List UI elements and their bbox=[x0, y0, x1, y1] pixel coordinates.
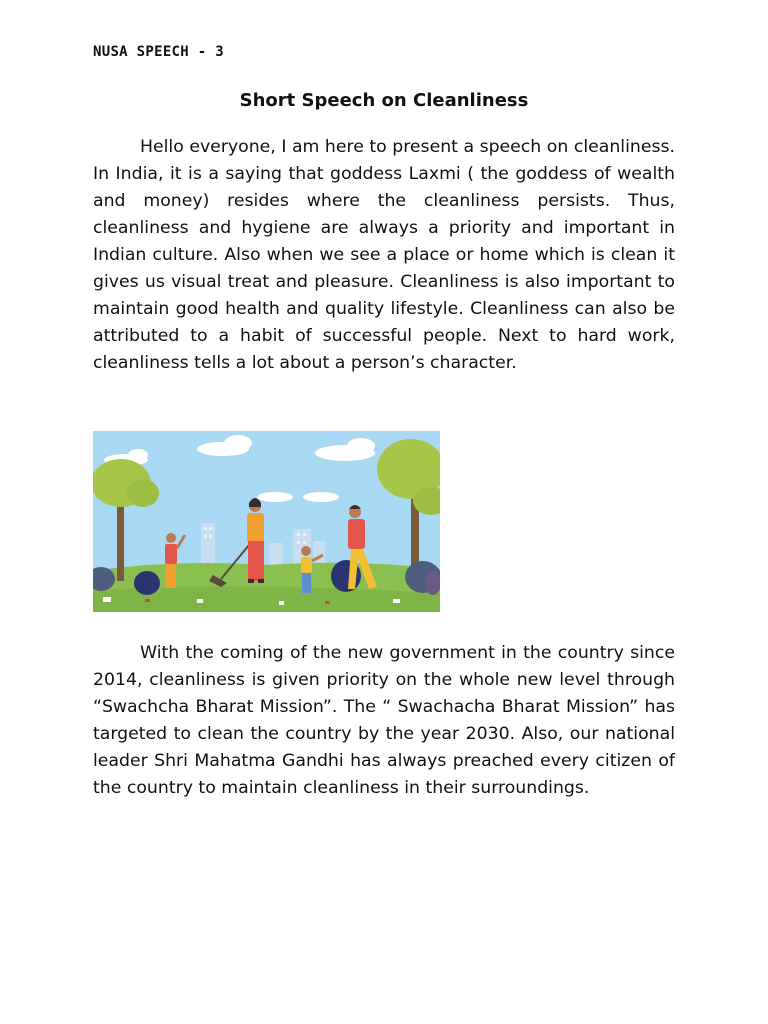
park-cleanup-illustration bbox=[93, 431, 440, 612]
document-title: Short Speech on Cleanliness bbox=[239, 90, 529, 111]
paragraph-intro: Hello everyone, I am here to present a speech on cleanliness. In India, it is a saying that goddess Laxmi ( the goddess of wealth and money) resides where the cleanliness persists. Thus, cleanliness and hygiene are always a priority and important in Indian culture. Also when we see a place or home which is clean it gives us visual treat and pleasure. Cleanliness is also important to maintain good health and quality lifestyle. Cleanliness can also be attributed to a habit of successful people. Next to hard work, cleanliness tells a lot about a person’s character. bbox=[93, 137, 675, 373]
document-header: NUSA SPEECH - 3 bbox=[93, 44, 224, 60]
paragraph-swachh-bharat: With the coming of the new government in the country since 2014, cleanliness is given priority on the whole new level through “Swachcha Bharat Mission”. The “ Swachacha Bharat Mission” has targeted to clean the country by the year 2030. Also, our national leader Shri Mahatma Gandhi has always preached every citizen of the country to maintain cleanliness in their surroundings. bbox=[93, 643, 675, 798]
